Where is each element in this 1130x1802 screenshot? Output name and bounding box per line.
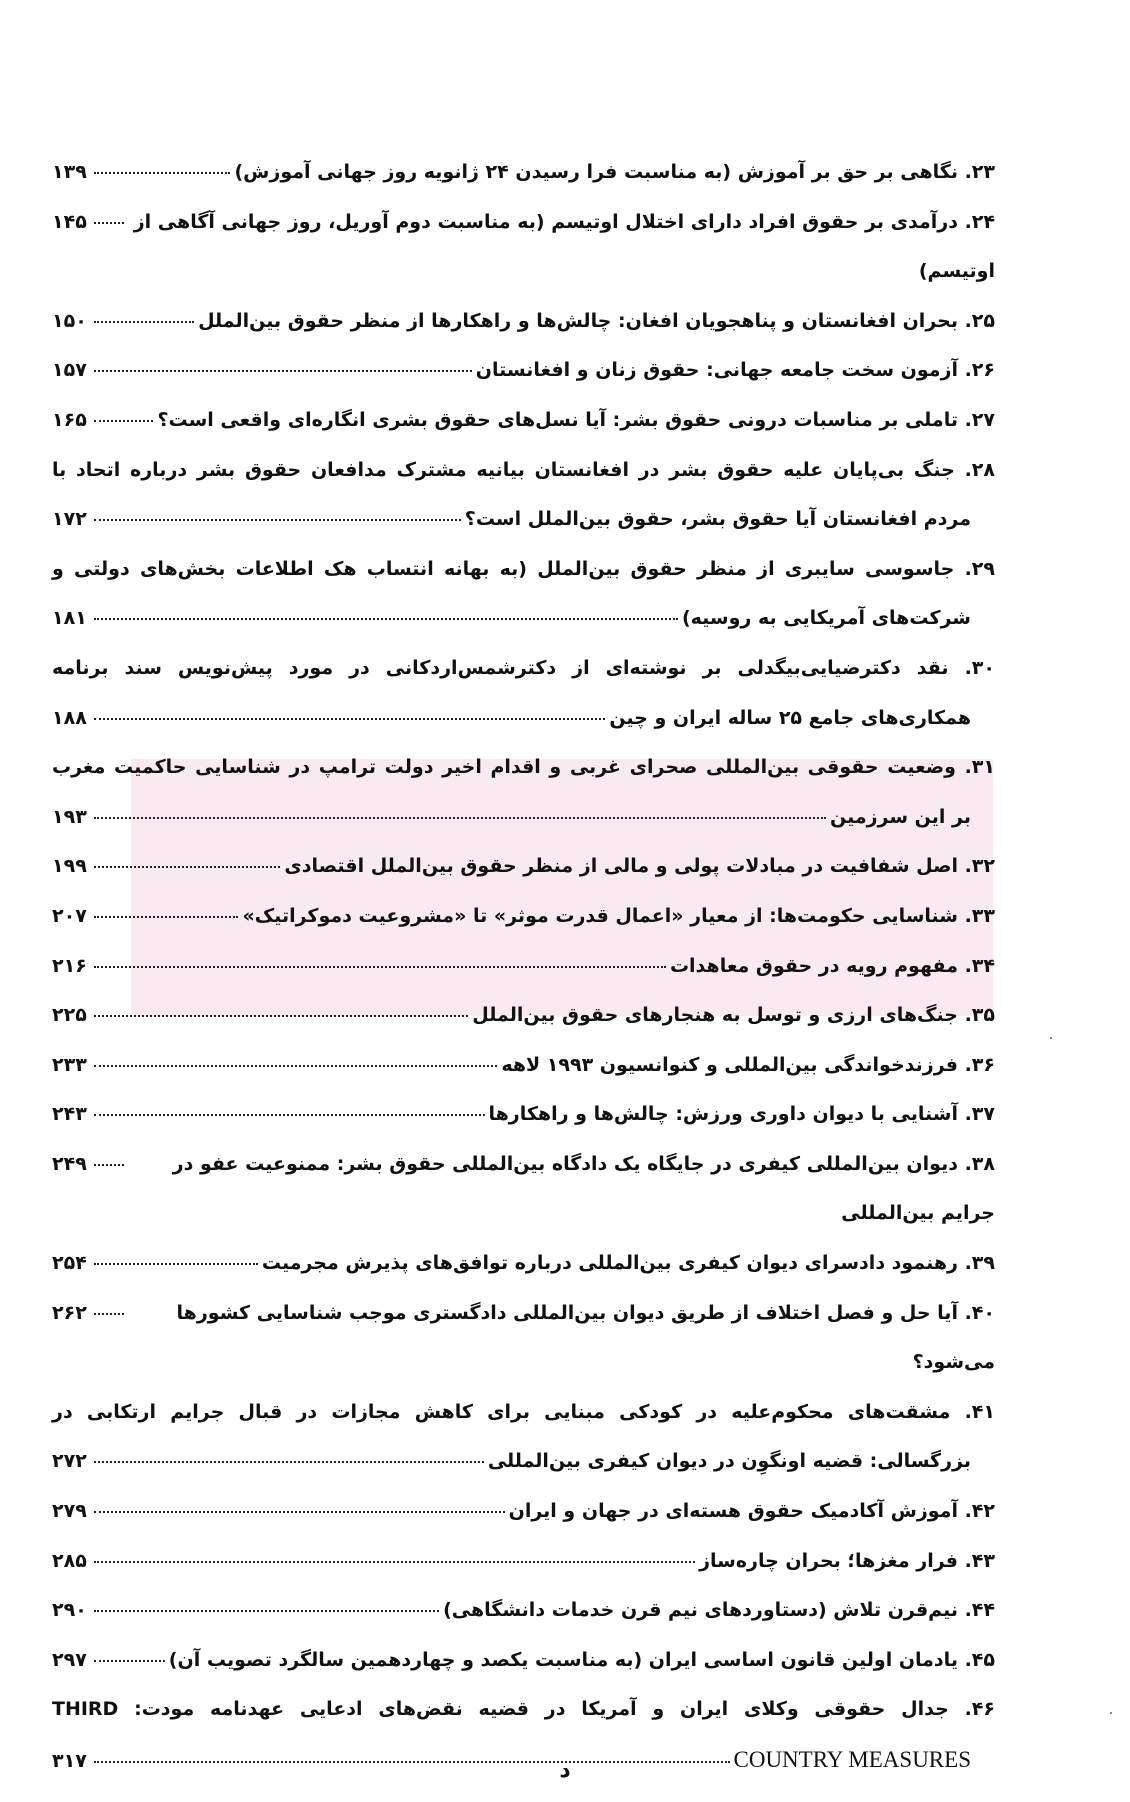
toc-page-number: ۱۸۱: [52, 607, 87, 630]
toc-entry-title: ۲۴. درآمدی بر حقوق افراد دارای اختلال اوتیسم (به مناسبت دوم آوریل، روز جهانی آگاهی از اوتیسم): [133, 210, 995, 283]
dot-leader: [94, 1561, 695, 1563]
toc-entry-line: [52, 1289, 995, 1388]
dot-leader: [94, 1164, 124, 1166]
toc-entry-line: [52, 1041, 995, 1091]
toc-entry-title: ۴۵. یادمان اولین قانون اساسی ایران (به مناسبت یکصد و چهاردهمین سالگرد تصویب آن): [168, 1648, 995, 1671]
toc-entry-title: ۴۲. آموزش آکادمیک حقوق هسته‌ای در جهان و ایران: [508, 1500, 995, 1523]
toc-entry-line: [52, 644, 995, 694]
dot-leader: [94, 1610, 439, 1612]
dot-leader: [94, 718, 605, 720]
toc-entry-title: ۴۴. نیم‌قرن تلاش (دستاوردهای نیم قرن خدمات دانشگاهی): [443, 1599, 995, 1622]
toc-entry-line: [52, 1586, 995, 1636]
toc-page-number: ۲۷۲: [52, 1450, 87, 1473]
toc-entry-title: ۲۳. نگاهی بر حق بر آموزش (به مناسبت فرا رسیدن ۲۴ ژانویه روز جهانی آموزش): [234, 161, 995, 183]
toc-page-number: ۱۶۵: [52, 408, 87, 431]
toc-entry-line: [52, 446, 995, 496]
toc-page-number: ۱۹۹: [52, 855, 87, 878]
toc-page-number: ۱۴۵: [52, 210, 87, 233]
toc-page-number: ۱۵۷: [52, 359, 87, 382]
dot-leader: [94, 1313, 124, 1315]
toc-page-number: ۳۱۷: [52, 1750, 87, 1772]
dot-leader: [94, 1461, 484, 1463]
toc-entry-line: [52, 1636, 995, 1686]
dot-leader: [94, 1511, 505, 1513]
toc-entry-title: مردم افغانستان آیا حقوق بشر، حقوق بین‌الملل است؟: [464, 508, 971, 531]
toc-entry-line: [52, 892, 995, 942]
toc-entry-line: [52, 297, 995, 347]
toc-entry-title: ۳۳. شناسایی حکومت‌ها: از معیار «اعمال قدرت موثر» تا «مشروعیت دموکراتیک»: [242, 904, 995, 927]
toc-page-number: ۲۹۰: [52, 1599, 87, 1622]
toc-page-number: ۲۴۳: [52, 1103, 87, 1126]
page-number-footer: د: [559, 1758, 571, 1783]
toc-entry-title: ۴۱. مشقت‌های محکوم‌علیه در کودکی مبنایی برای کاهش مجازات در قبال جرایم ارتکابی در: [52, 1400, 995, 1423]
toc-page-number: ۲۵۴: [52, 1252, 87, 1275]
toc-page-number: ۱۷۲: [52, 508, 87, 531]
toc-page-number: ۲۹۷: [52, 1648, 87, 1671]
toc-entry-title: ۳۶. فرزندخواندگی بین‌المللی و کنوانسیون ۱۹۹۳ لاهه: [501, 1053, 995, 1076]
toc-page-number: ۲۱۶: [52, 954, 87, 977]
toc-entry-line: [52, 1487, 995, 1537]
toc-entry-line: [52, 1437, 995, 1487]
toc-entry-line: [52, 1239, 995, 1289]
toc-entry-line: [52, 198, 995, 297]
toc-entry-title: ۳۴. مفهوم رویه در حقوق معاهدات: [669, 954, 995, 977]
toc-entry-line: [52, 1685, 995, 1735]
toc-entry-title: ۲۵. بحران افغانستان و پناهجویان افغان: چالش‌ها و راهکارها از منظر حقوق بین‌الملل: [198, 309, 995, 332]
toc-entry-title: ۳۷. آشنایی با دیوان داوری ورزش: چالش‌ها و راهکارها: [488, 1103, 995, 1126]
toc-entry-line: [52, 1388, 995, 1438]
toc-entry-title: ۴۶. جدال حقوقی وکلای ایران و آمریکا در قضیه نقض‌های ادعایی عهدنامه مودت: THIRD: [52, 1698, 995, 1721]
toc-entry-title: بر این سرزمین: [830, 805, 971, 828]
table-of-contents: [52, 148, 995, 1787]
toc-entry-title: شرکت‌های آمریکایی به روسیه): [681, 607, 971, 630]
toc-entry-title: همکاری‌های جامع ۲۵ ساله ایران و چین: [609, 706, 971, 729]
dot-leader: [94, 1660, 165, 1662]
dot-leader: [94, 966, 666, 968]
toc-entry-title: ۴۰. آیا حل و فصل اختلاف از طریق دیوان بین‌المللی دادگستری موجب شناسایی کشورها می‌شود؟: [176, 1301, 995, 1374]
dot-leader: [94, 1114, 485, 1116]
dot-leader: [94, 519, 461, 521]
toc-page-number: ۲۴۹: [52, 1152, 87, 1175]
toc-entry-line: [52, 594, 995, 644]
dot-leader: [94, 172, 230, 174]
toc-page-number: ۱۹۳: [52, 805, 87, 828]
toc-entry-line: [52, 545, 995, 595]
toc-page-number: ۲۷۹: [52, 1500, 87, 1523]
toc-page-number: ۱۳۹: [52, 161, 87, 183]
toc-entry-title: ۳۵. جنگ‌های ارزی و توسل به هنجارهای حقوق بین‌الملل: [472, 1004, 995, 1027]
dot-leader: [94, 222, 124, 224]
toc-entry-line: [52, 346, 995, 396]
dot-leader: [94, 1015, 468, 1017]
dot-leader: [94, 1065, 497, 1067]
toc-entry-line: [52, 793, 995, 843]
toc-entry-line: [52, 396, 995, 446]
toc-entry-title: ۳۰. نقد دکترضیایی‌بیگدلی بر نوشته‌ای از دکترشمس‌اردکانی در مورد پیش‌نویس سند برنامه: [52, 656, 995, 679]
toc-page-number: ۱۸۸: [52, 706, 87, 729]
toc-entry-title: ۴۳. فرار مغزها؛ بحران چاره‌ساز: [699, 1549, 995, 1572]
toc-page-number: ۲۲۵: [52, 1004, 87, 1027]
dot-leader: [94, 817, 826, 819]
scan-speck: [1050, 1037, 1052, 1039]
toc-page-number: ۲۶۲: [52, 1301, 87, 1324]
toc-entry-title: ۲۸. جنگ بی‌پایان علیه حقوق بشر در افغانستان بیانیه مشترک مدافعان حقوق بشر درباره اتحاد با: [52, 458, 995, 481]
toc-entry-title: بزرگسالی: قضیه اونگوِن در دیوان کیفری بین‌المللی: [487, 1450, 971, 1473]
dot-leader: [94, 916, 238, 918]
dot-leader: [94, 321, 194, 323]
dot-leader: [94, 370, 472, 372]
toc-entry-line: [52, 694, 995, 744]
scan-speck: [1110, 1712, 1112, 1714]
toc-entry-title: ۳۱. وضعیت حقوقی بین‌المللی صحرای غربی و اقدام اخیر دولت ترامپ در شناسایی حاکمیت مغرب: [52, 756, 995, 779]
toc-entry-line: [52, 1090, 995, 1140]
toc-page-number: ۲۰۷: [52, 904, 87, 927]
toc-entry-title: ۳۹. رهنمود دادسرای دیوان کیفری بین‌المللی درباره توافق‌های پذیرش مجرمیت: [261, 1252, 995, 1275]
toc-entry-title: ۲۶. آزمون سخت جامعه جهانی: حقوق زنان و افغانستان: [475, 359, 995, 382]
toc-entry-line: [52, 991, 995, 1041]
toc-entry-title: ۳۸. دیوان بین‌المللی کیفری در جایگاه یک دادگاه بین‌المللی حقوق بشر: ممنوعیت عفو در جرایم بین‌المللی: [172, 1152, 995, 1225]
toc-entry-line: [52, 942, 995, 992]
toc-entry-title: ۲۷. تاملی بر مناسبات درونی حقوق بشر: آیا نسل‌های حقوق بشری انگاره‌ای واقعی است؟: [157, 408, 995, 431]
toc-page-number: ۱۵۰: [52, 309, 87, 332]
toc-entry-line: [52, 743, 995, 793]
toc-entry-title: ۳۲. اصل شفافیت در مبادلات پولی و مالی از منظر حقوق بین‌الملل اقتصادی: [284, 855, 995, 878]
toc-entry-line: [52, 1537, 995, 1587]
toc-page-number: ۲۳۳: [52, 1053, 87, 1076]
toc-entry-line: [52, 495, 995, 545]
dot-leader: [94, 1263, 258, 1265]
toc-entry-title: COUNTRY MEASURES: [733, 1747, 971, 1772]
toc-entry-title: ۲۹. جاسوسی سایبری از منظر حقوق بین‌الملل (به بهانه انتساب هک اطلاعات بخش‌های دولتی و: [52, 557, 995, 580]
dot-leader: [94, 420, 153, 422]
toc-page-number: ۲۸۵: [52, 1549, 87, 1572]
dot-leader: [94, 866, 280, 868]
toc-entry-line: [52, 148, 995, 198]
toc-entry-line: [52, 1140, 995, 1239]
dot-leader: [94, 618, 678, 620]
toc-entry-line: [52, 842, 995, 892]
